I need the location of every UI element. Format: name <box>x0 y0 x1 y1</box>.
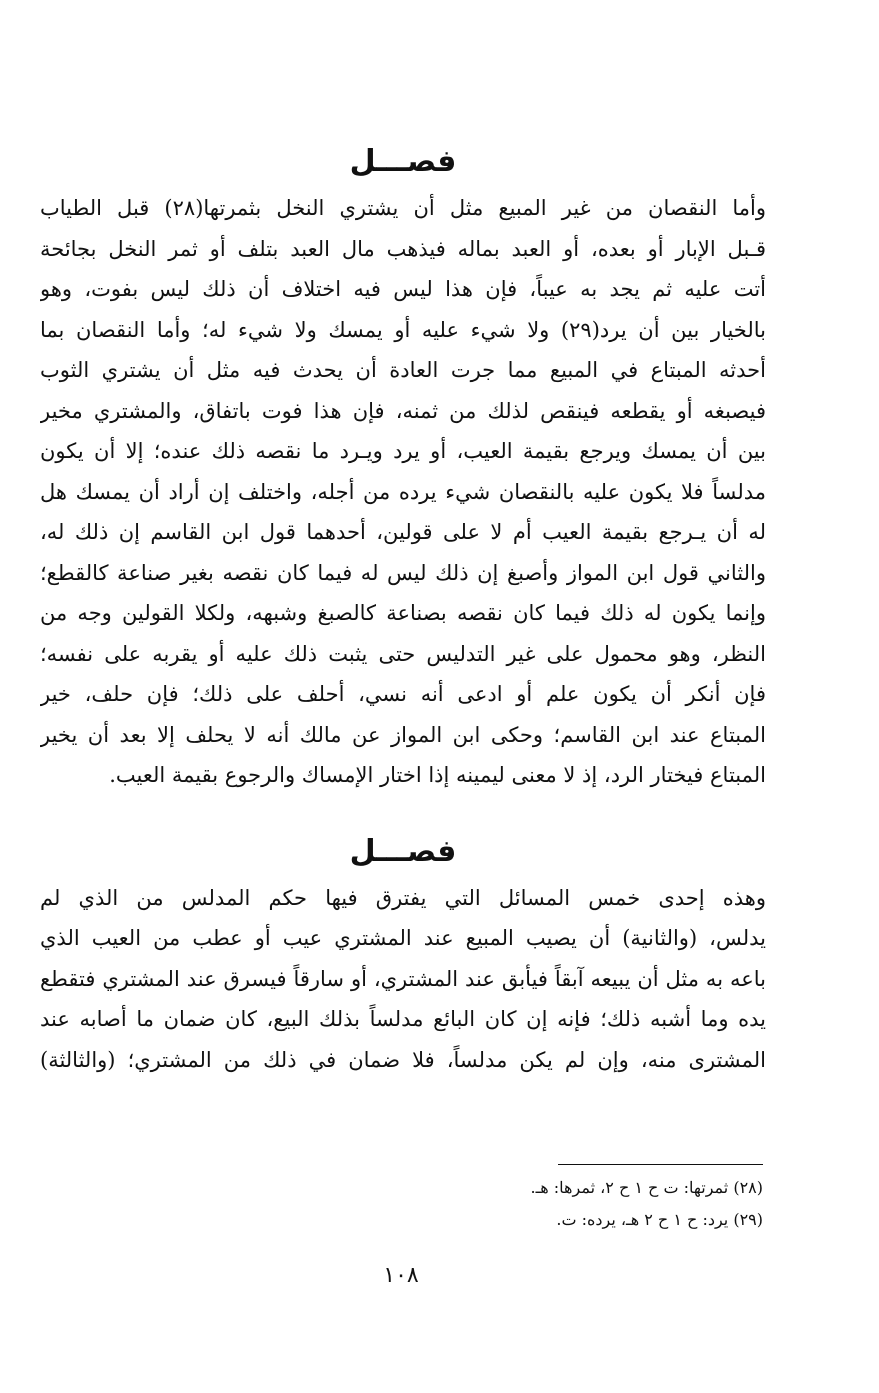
text-line: أحدثه المبتاع في المبيع مما جرت العادة أن يحدث فيه مثل أن يشتري الثوب <box>40 358 766 382</box>
text-line: وهذه إحدى خمس المسائل التي يفترق فيها حكم المدلس من الذي لم <box>40 885 766 910</box>
text-line: المشترى منه، وإن لم يكن مدلساً، فلا ضمان في ذلك من المشتري؛ (والثالثة) <box>40 1047 766 1072</box>
section-title: فصـــل <box>349 144 457 179</box>
text-line: المبتاع عند ابن القاسم؛ وحكى ابن المواز عن مالك أنه لا يحلف إلا بعد أن يخير <box>40 722 766 747</box>
section-2-paragraph <box>40 878 766 1081</box>
text-line: قـبل الإبار أو بعده، أو العبد بماله فيذهب مال العبد بتلف أو ثمر النخل بجائحة <box>40 236 766 261</box>
text-line: فإن أنكر أن يكون علم أو ادعى أنه نسي، أحلف على ذلك؛ فإن حلف، خير <box>40 682 766 706</box>
text-line: وإنما يكون له ذلك فيما كان نقصه بصناعة كالصبغ وشبهه، ولكلا القولين وجه من <box>40 601 766 625</box>
text-line: المبتاع فيختار الرد، إذ لا معنى ليمينه إذا اختار الإمساك والرجوع بقيمة العيب. <box>109 763 766 787</box>
text-line: والثاني قول ابن المواز وأصبغ إن ذلك ليس له فيما كان نقصه بغير صناعة كالقطع؛ <box>40 560 766 585</box>
footnotes <box>530 1172 763 1236</box>
footnote: (٢٨) ثمرتها: ت ح ١ ح ٢، ثمرها: هـ. <box>530 1178 763 1197</box>
section-title: فصـــل <box>349 833 457 869</box>
text-line: وأما النقصان من غير المبيع مثل أن يشتري النخل بثمرتها(٢٨) قبل الطياب <box>40 196 766 220</box>
text-line: فيصبغه أو يقطعه فينقص لذلك من ثمنه، فإن هذا فوت باتفاق، والمشتري مخير <box>40 398 766 423</box>
text-line: بالخيار بين أن يرد(٢٩) ولا شيء عليه أو يمسك ولا شيء له؛ وأما النقصان بما <box>40 317 766 342</box>
section-1-paragraph <box>40 188 766 796</box>
text-line: بين أن يمسك ويرجع بقيمة العيب، أو يرد ويـرد ما نقصه ذلك عنده؛ إلا أن يكون <box>40 439 766 463</box>
page-body <box>40 140 766 1080</box>
text-line: يده وما أشبه ذلك؛ فإنه إن كان البائع مدلساً بذلك البيع، كان ضمان ما أصابه عند <box>40 1007 766 1031</box>
page-number: ١٠٨ <box>383 1263 419 1288</box>
text-line: له أن يـرجع بقيمة العيب أم لا على قولين، أحدهما قول ابن القاسم إن ذلك له، <box>40 520 766 544</box>
text-line: النظر، وهو محمول على غير التدليس حتى يثبت ذلك عليه أو يقربه على نفسه؛ <box>40 641 766 666</box>
footnote: (٢٩) يرد: ح ١ ح ٢ هـ، يرده: ت. <box>556 1210 763 1229</box>
footnote-divider <box>558 1164 763 1165</box>
text-line: يدلس، (والثانية) أن يصيب المبيع عند المشتري عيب أو عطب من العيب الذي <box>40 926 766 950</box>
text-line: أتت عليه ثم يجد به عيباً، فإن هذا ليس فيه اختلاف أن ذلك ليس بفوت، وهو <box>40 277 766 301</box>
text-line: مدلساً فلا يكون عليه بالنقصان شيء يرده من أجله، واختلف إن أراد أن يمسك هل <box>40 479 766 504</box>
text-line: باعه به مثل أن يبيعه آبقاً فيأبق عند المشتري، أو سارقاً فيسرق عند المشتري فتقطع <box>40 966 766 991</box>
